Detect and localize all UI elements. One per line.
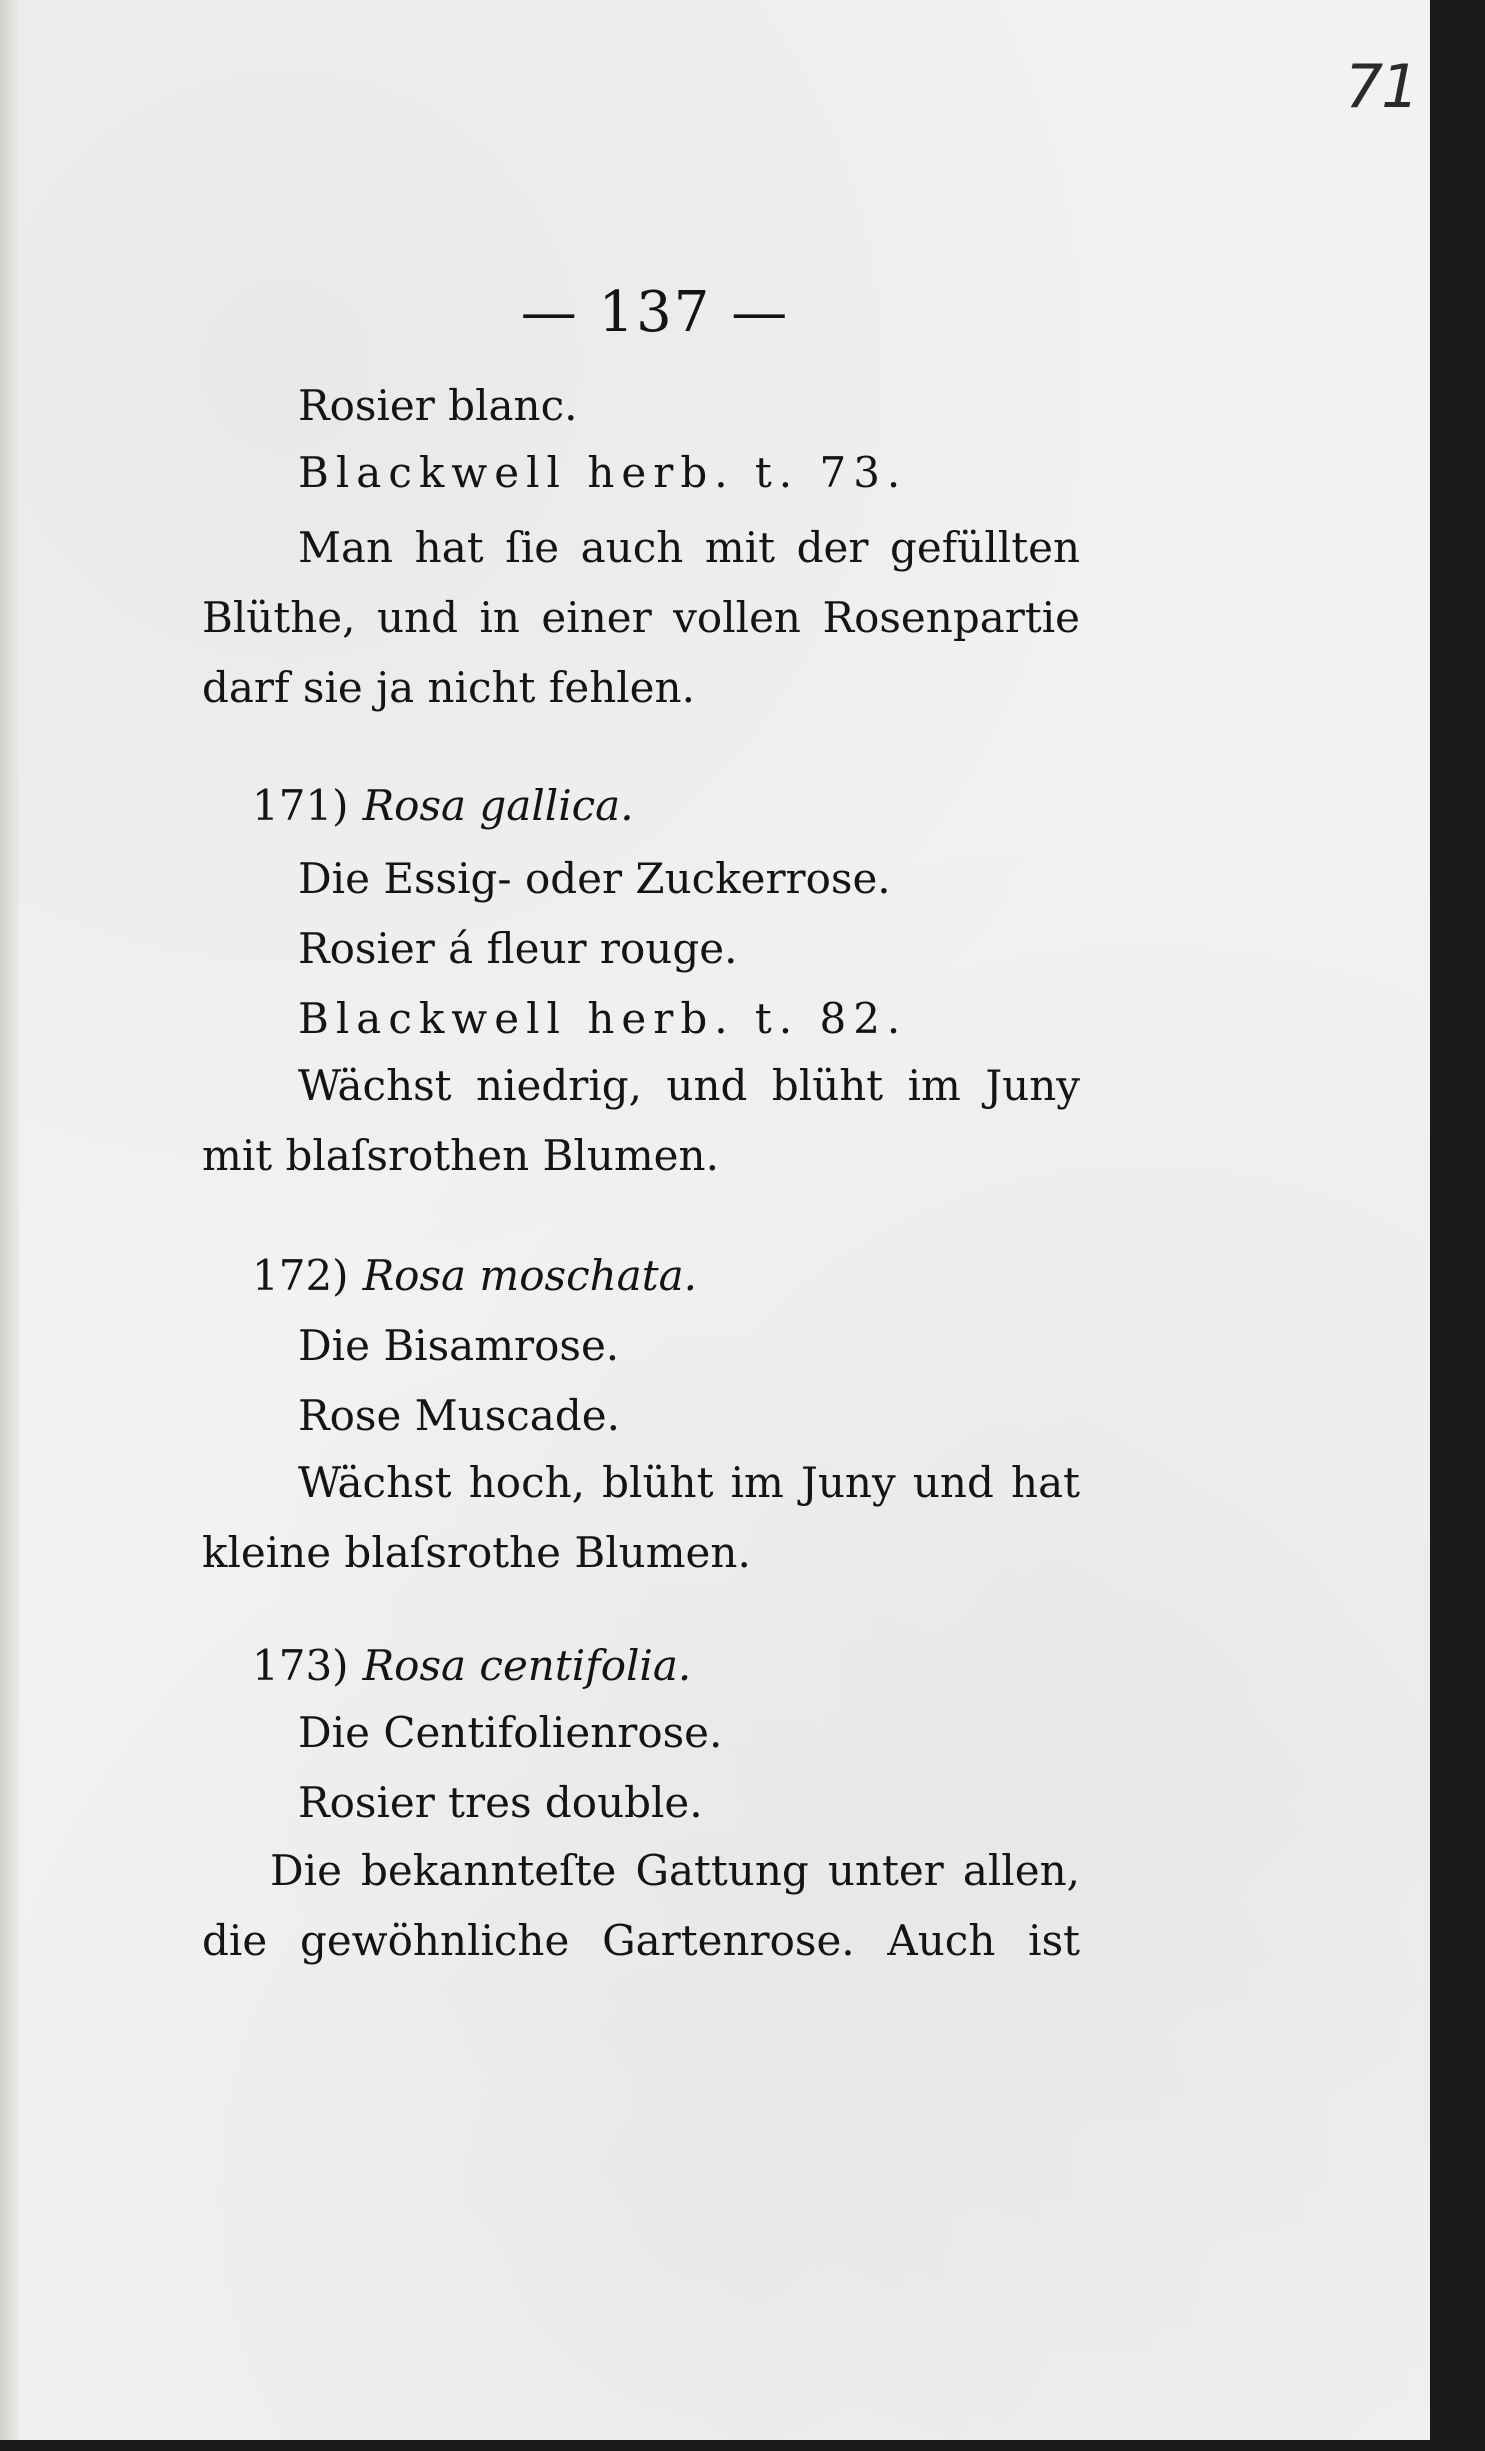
handwritten-folio-number: 71 xyxy=(1345,52,1418,122)
entry-number: 172) xyxy=(252,1251,349,1300)
latin-name: Rosa gallica. xyxy=(362,781,634,830)
page-number: — 137 — xyxy=(520,280,790,345)
latin-name: Rosa moschata. xyxy=(362,1251,697,1300)
paragraph-line: Wächst hoch, blüht im Juny und hat xyxy=(298,1458,1080,1507)
continuation-paragraph-line: Man hat ſie auch mit der gefüllten xyxy=(298,523,1080,572)
reference: Blackwell herb. t. 82. xyxy=(298,994,908,1043)
page-edge-shadow xyxy=(0,0,20,2440)
entry-heading xyxy=(252,1641,692,1690)
paragraph-line: Wächst niedrig, und blüht im Juny xyxy=(298,1061,1080,1110)
entry-heading xyxy=(252,781,634,830)
german-name: Die Essig- oder Zuckerrose. xyxy=(298,854,891,903)
paragraph-line: die gewöhnliche Gartenrose. Auch ist xyxy=(202,1916,1080,1965)
entry-number: 171) xyxy=(252,781,349,830)
continuation-paragraph-line: Blüthe, und in einer vollen Rosenpartie xyxy=(202,593,1080,642)
german-name: Die Centifolienrose. xyxy=(298,1708,723,1757)
paragraph-line: Die bekannteſte Gattung unter allen, xyxy=(270,1846,1080,1895)
french-name: Rosier á fleur rouge. xyxy=(298,924,738,973)
paragraph-line: kleine blaſsrothe Blumen. xyxy=(202,1528,751,1577)
latin-name: Rosa centifolia. xyxy=(362,1641,692,1690)
continuation-reference: Blackwell herb. t. 73. xyxy=(298,448,908,497)
continuation-french-name: Rosier blanc. xyxy=(298,381,578,430)
entry-heading xyxy=(252,1251,697,1300)
continuation-paragraph-line: darf sie ja nicht fehlen. xyxy=(202,663,695,712)
french-name: Rose Muscade. xyxy=(298,1391,620,1440)
french-name: Rosier tres double. xyxy=(298,1778,703,1827)
entry-number: 173) xyxy=(252,1641,349,1690)
paragraph-line: mit blaſsrothen Blumen. xyxy=(202,1131,719,1180)
german-name: Die Bisamrose. xyxy=(298,1321,620,1370)
